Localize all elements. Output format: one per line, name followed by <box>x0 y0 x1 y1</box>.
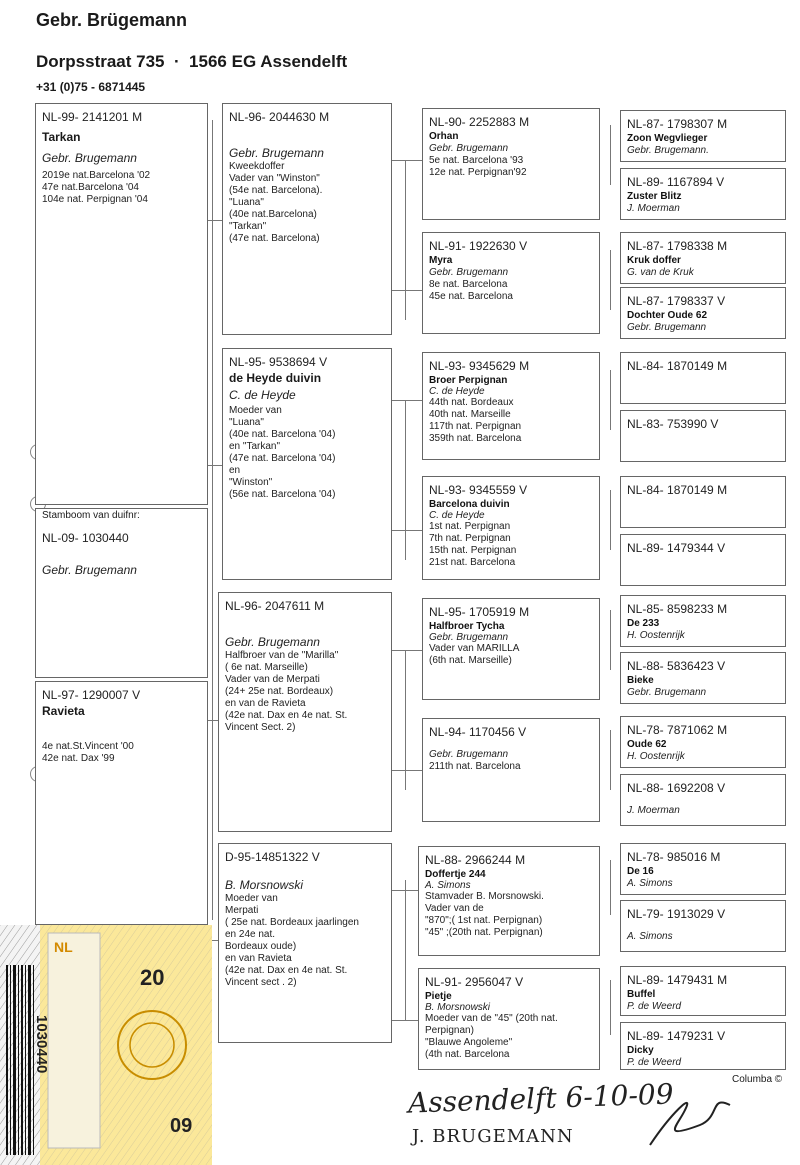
ring-number: NL-93- 9345629 M <box>429 359 530 373</box>
owner: C. de Heyde <box>429 386 485 397</box>
bird-name: Zuster Blitz <box>627 191 682 202</box>
ancestor-card <box>620 652 786 704</box>
ring-number: NL-89- 1479431 M <box>627 973 728 987</box>
ancestor-card <box>620 966 786 1016</box>
grandparent-card <box>222 348 392 580</box>
ring-number: NL-87- 1798338 M <box>627 239 728 253</box>
owner: H. Oostenrijk <box>627 751 685 762</box>
ring-number: NL-78- 7871062 M <box>627 723 728 737</box>
subject-card <box>35 508 208 678</box>
ancestor-card <box>620 716 786 768</box>
ring-number: NL-78- 985016 M <box>627 850 721 864</box>
ring-number: NL-87- 1798337 V <box>627 294 726 308</box>
ring-number: NL-96- 2044630 M <box>229 110 330 124</box>
great-grandparent-card <box>418 968 600 1070</box>
performance: 8e nat. Barcelona 45e nat. Barcelona <box>429 279 513 302</box>
great-grandparent-card <box>422 718 600 822</box>
grandparent-card <box>218 843 392 1043</box>
ancestor-card <box>620 232 786 284</box>
connector <box>405 650 406 790</box>
owner: P. de Weerd <box>627 1001 682 1012</box>
father-ring-number: NL-99- 2141201 M <box>42 110 143 124</box>
owner: Gebr. Brugemann <box>627 322 707 333</box>
connector <box>392 400 422 401</box>
performance: 211th nat. Barcelona <box>429 761 521 772</box>
ring-tag-country: NL <box>54 939 73 955</box>
bird-name: de Heyde duivin <box>229 371 322 385</box>
owner: C. de Heyde <box>229 388 296 402</box>
owner: Gebr. Brugemann <box>429 749 509 760</box>
connector <box>610 370 611 430</box>
great-grandparent-card <box>422 598 600 700</box>
ring-number: NL-79- 1913029 V <box>627 907 726 921</box>
connector <box>405 160 406 320</box>
subject-ring-number: NL-09- 1030440 <box>42 531 129 545</box>
signature-place-date: Assendelft 6-10-09 <box>407 1077 675 1120</box>
connector <box>392 650 422 651</box>
signature-name: J. BRUGEMANN <box>412 1126 574 1147</box>
ancestor-card <box>620 410 786 462</box>
father-performance: 2019e nat.Barcelona '02 47e nat.Barcelona '04 104e nat. Perpignan '04 <box>42 170 151 205</box>
owner: Gebr. Brugemann. <box>627 145 709 156</box>
owner: Gebr. Brugemann <box>229 146 324 160</box>
bird-name: Halfbroer Tycha <box>429 621 505 632</box>
bird-name: Barcelona duivin <box>429 499 510 510</box>
connector <box>610 860 611 915</box>
owner: Gebr. Brugemann <box>225 635 320 649</box>
performance: 1st nat. Perpignan 7th nat. Perpignan 15th nat. Perpignan 21st nat. Barcelona <box>429 521 517 568</box>
great-grandparent-card <box>422 108 600 220</box>
bird-name: Broer Perpignan <box>429 375 508 386</box>
owner: Gebr. Brugemann <box>429 632 509 643</box>
ring-number: NL-83- 753990 V <box>627 417 719 431</box>
owner: Gebr. Brugemann <box>429 267 509 278</box>
owner: Gebr. Brugemann <box>627 687 707 698</box>
ring-number: D-95-14851322 V <box>225 850 320 864</box>
owner: C. de Heyde <box>429 510 485 521</box>
owner: A. Simons <box>627 931 673 942</box>
mother-performance: 4e nat.St.Vincent '00 42e nat. Dax '99 <box>42 741 134 764</box>
bird-name: Pietje <box>425 991 452 1002</box>
bird-name: De 16 <box>627 866 654 877</box>
ring-number: NL-93- 9345559 V <box>429 483 528 497</box>
performance: 44th nat. Bordeaux 40th nat. Marseille 117th nat. Perpignan 359th nat. Barcelona <box>429 397 522 444</box>
ancestor-card <box>620 110 786 162</box>
bird-name: Doffertje 244 <box>425 869 486 880</box>
ancestor-card <box>620 595 786 647</box>
ancestor-card <box>620 843 786 895</box>
great-grandparent-card <box>422 232 600 334</box>
performance: Moeder van Merpati ( 25e nat. Bordeaux jaarlingen en 24e nat. Bordeaux oude) en van Ravieta (42e nat. Dax en 4e nat. St. Vincent sect . 2) <box>225 893 359 988</box>
connector <box>208 220 222 221</box>
owner: G. van de Kruk <box>627 267 694 278</box>
bird-name: Myra <box>429 255 453 266</box>
owner: J. Moerman <box>627 203 680 214</box>
connector <box>392 290 422 291</box>
bird-name: Oude 62 <box>627 739 667 750</box>
ring-number: NL-95- 1705919 M <box>429 605 530 619</box>
bird-name: De 233 <box>627 618 660 629</box>
subject-owner: Gebr. Brugemann <box>42 563 137 577</box>
owner: A. Simons <box>627 878 673 889</box>
great-grandparent-card <box>418 846 600 956</box>
owner: A. Simons <box>425 880 471 891</box>
connector <box>405 880 406 1020</box>
connector <box>610 250 611 310</box>
performance: Moeder van "Luana" (40e nat. Barcelona '04) en "Tarkan" (47e nat. Barcelona '04) en "Winston" (56e nat. Barcelona '04) <box>229 405 336 500</box>
ancestor-card <box>620 1022 786 1070</box>
bird-name: Dicky <box>627 1045 654 1056</box>
ancestor-card <box>620 352 786 404</box>
owner: Gebr. Brugemann <box>429 143 509 154</box>
ancestor-card <box>620 287 786 339</box>
performance: Vader van MARILLA (6th nat. Marseille) <box>429 643 520 666</box>
great-grandparent-card <box>422 352 600 460</box>
bird-name: Dochter Oude 62 <box>627 310 708 321</box>
owner: H. Oostenrijk <box>627 630 685 641</box>
grandparent-card <box>222 103 392 335</box>
bird-name: Bieke <box>627 675 654 686</box>
bird-name: Orhan <box>429 131 459 142</box>
ring-number: NL-96- 2047611 M <box>225 599 325 613</box>
ancestor-card <box>620 774 786 826</box>
ancestor-card <box>620 534 786 586</box>
performance: Kweekdoffer Vader van "Winston" (54e nat. Barcelona). "Luana" (40e nat.Barcelona) "Tarkan" (47e nat. Barcelona) <box>229 161 323 244</box>
connector <box>208 465 222 466</box>
ring-number: NL-90- 2252883 M <box>429 115 530 129</box>
signature-scribble <box>640 1085 740 1155</box>
connector <box>610 610 611 670</box>
ring-number: NL-84- 1870149 M <box>627 483 728 497</box>
owner: B. Morsnowski <box>225 878 304 892</box>
ring-number: NL-91- 2956047 V <box>425 975 524 989</box>
performance: Halfbroer van de "Marilla" ( 6e nat. Marseille) Vader van de Merpati (24+ 25e nat. Bordeaux) en van de Ravieta (42e nat. Dax en 4e nat. St. Vincent Sect. 2) <box>225 650 348 733</box>
mother-name: Ravieta <box>42 704 85 718</box>
ring-number: NL-88- 2966244 M <box>425 853 526 867</box>
great-grandparent-card <box>422 476 600 580</box>
breeder-address: Dorpsstraat 735 · 1566 EG Assendelft <box>36 52 348 71</box>
owner: B. Morsnowski <box>425 1002 491 1013</box>
brand-label: Columba © <box>732 1074 783 1085</box>
bird-name: Buffel <box>627 989 656 1000</box>
connector <box>392 530 422 531</box>
connector <box>212 120 213 920</box>
connector <box>610 125 611 185</box>
connector <box>405 400 406 560</box>
ring-number: NL-89- 1479231 V <box>627 1029 726 1043</box>
ring-number: NL-88- 1692208 V <box>627 781 726 795</box>
ring-number: NL-85- 8598233 M <box>627 602 728 616</box>
ancestor-card <box>620 900 786 952</box>
connector <box>392 160 422 161</box>
ring-number: NL-95- 9538694 V <box>229 355 328 369</box>
grandparent-card <box>218 592 392 832</box>
bird-name: Kruk doffer <box>627 255 681 266</box>
connector <box>610 730 611 790</box>
father-card <box>35 103 208 505</box>
ring-tag-year: 20 <box>140 965 165 990</box>
ancestor-card <box>620 168 786 220</box>
connector <box>610 490 611 550</box>
ring-tag-number: 1030440 <box>33 1015 50 1074</box>
bird-name: Zoon Wegvlieger <box>627 133 708 144</box>
ring-number: NL-87- 1798307 M <box>627 117 728 131</box>
ring-number: NL-94- 1170456 V <box>429 725 527 739</box>
father-owner: Gebr. Brugemann <box>42 151 137 165</box>
mother-card <box>35 681 208 925</box>
ring-number: NL-89- 1167894 V <box>627 175 725 189</box>
connector <box>392 770 422 771</box>
owner: P. de Weerd <box>627 1057 682 1068</box>
breeder-phone: +31 (0)75 - 6871445 <box>36 80 146 94</box>
ring-number: NL-91- 1922630 V <box>429 239 528 253</box>
performance: Moeder van de "45" (20th nat. Perpignan) "Blauwe Angoleme" (4th nat. Barcelona <box>425 1013 558 1060</box>
ring-tag-year-suffix: 09 <box>170 1115 193 1137</box>
performance: Stamvader B. Morsnowski. Vader van de "870";( 1st nat. Perpignan) "45" ;(20th nat. Perpignan) <box>425 891 544 938</box>
ancestor-card <box>620 476 786 528</box>
ring-number: NL-84- 1870149 M <box>627 359 728 373</box>
subject-caption: Stamboom van duifnr: <box>42 510 140 521</box>
connector <box>610 980 611 1035</box>
ring-tag-sticker <box>0 925 212 1165</box>
performance: 5e nat. Barcelona '93 12e nat. Perpignan'92 <box>429 155 527 178</box>
father-name: Tarkan <box>42 130 81 144</box>
ring-number: NL-88- 5836423 V <box>627 659 726 673</box>
ring-number: NL-89- 1479344 V <box>627 541 726 555</box>
breeder-name: Gebr. Brügemann <box>36 10 188 30</box>
owner: J. Moerman <box>627 805 680 816</box>
mother-ring-number: NL-97- 1290007 V <box>42 688 141 702</box>
